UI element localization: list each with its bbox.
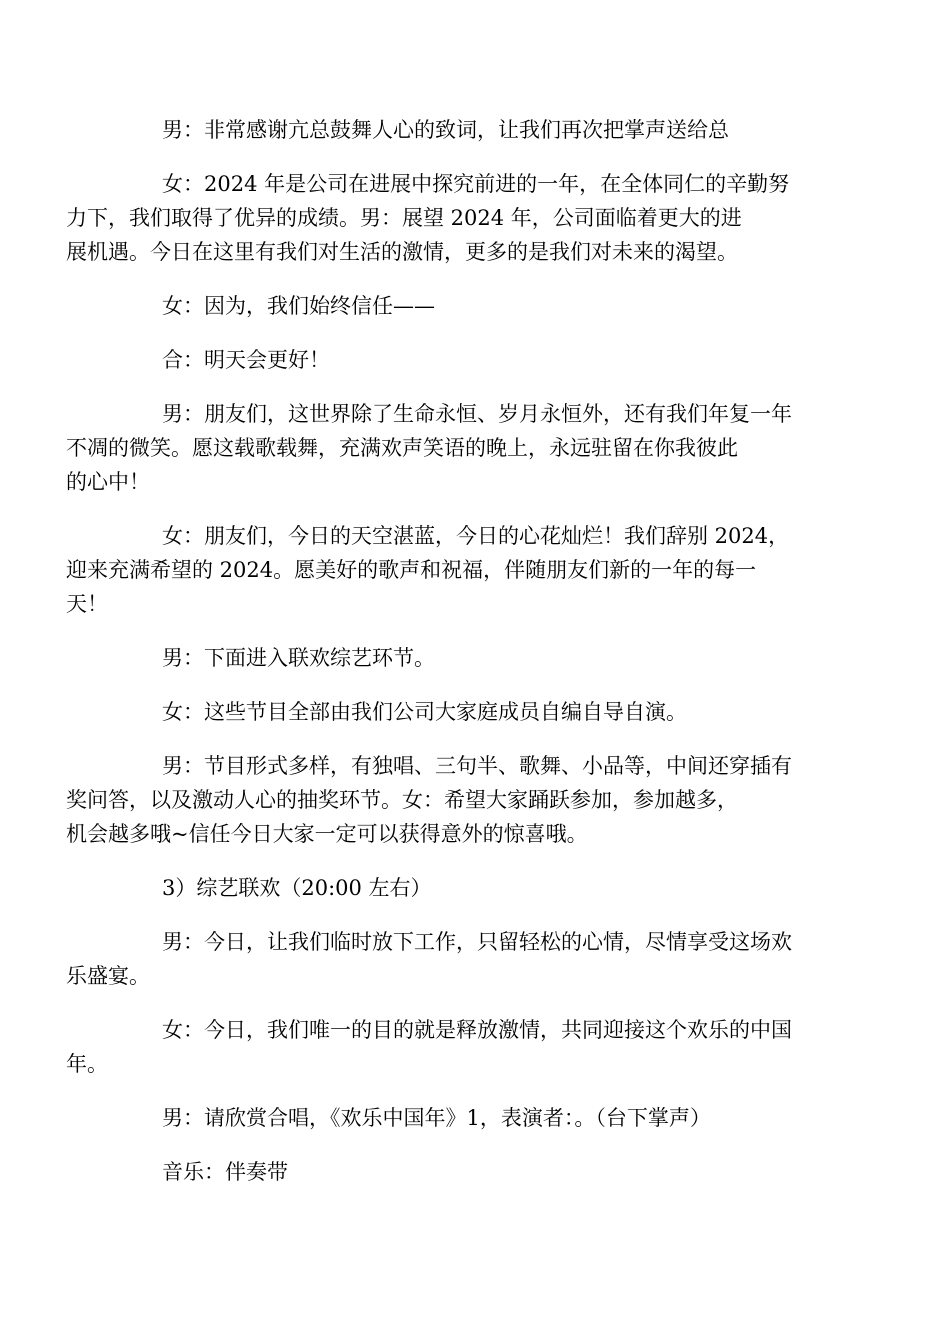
paragraph-line: 年。 xyxy=(66,1052,108,1076)
paragraph-line: 展机遇。今日在这里有我们对生活的激情，更多的是我们对未来的渴望。 xyxy=(66,240,738,264)
paragraph-14 xyxy=(114,1155,838,1189)
paragraph-8 xyxy=(114,695,838,729)
paragraph-line: 天！ xyxy=(66,592,108,616)
paragraph-1 xyxy=(114,113,838,147)
paragraph-line: 男：朋友们，这世界除了生命永恒、岁月永恒外，还有我们年复一年 xyxy=(162,402,792,426)
paragraph-12 xyxy=(66,1013,838,1081)
paragraph-10 xyxy=(114,871,838,905)
paragraph-line: 男：请欣赏合唱，《欢乐中国年》1，表演者：。（台下掌声） xyxy=(162,1106,711,1130)
paragraph-line: 合：明天会更好！ xyxy=(162,348,330,372)
paragraph-line: 奖问答，以及激动人心的抽奖环节。女：希望大家踊跃参加，参加越多， xyxy=(66,788,738,812)
paragraph-line: 3）综艺联欢（20:00 左右） xyxy=(162,876,432,900)
paragraph-6 xyxy=(66,519,838,621)
paragraph-line: 女：这些节目全部由我们公司大家庭成员自编自导自演。 xyxy=(162,700,687,724)
paragraph-line: 男：节目形式多样，有独唱、三句半、歌舞、小品等，中间还穿插有 xyxy=(162,754,792,778)
paragraph-9 xyxy=(66,749,838,851)
paragraph-line: 女：今日，我们唯一的目的就是释放激情，共同迎接这个欢乐的中国 xyxy=(162,1018,792,1042)
paragraph-2 xyxy=(66,167,838,269)
paragraph-line: 男：今日，让我们临时放下工作，只留轻松的心情，尽情享受这场欢 xyxy=(162,930,792,954)
paragraph-line: 女：朋友们，今日的天空湛蓝，今日的心花灿烂！我们辞别 2024， xyxy=(162,524,790,548)
paragraph-line: 的心中！ xyxy=(66,470,150,494)
paragraph-11 xyxy=(66,925,838,993)
paragraph-line: 不凋的微笑。愿这载歌载舞，充满欢声笑语的晚上，永远驻留在你我彼此 xyxy=(66,436,738,460)
paragraph-5 xyxy=(66,397,838,499)
paragraph-7 xyxy=(114,641,838,675)
paragraph-line: 女：因为，我们始终信任—— xyxy=(162,294,435,318)
paragraph-3 xyxy=(114,289,838,323)
document-body xyxy=(66,113,838,1209)
paragraph-line: 男：下面进入联欢综艺环节。 xyxy=(162,646,435,670)
paragraph-line: 迎来充满希望的 2024。愿美好的歌声和祝福，伴随朋友们新的一年的每一 xyxy=(66,558,757,582)
paragraph-4 xyxy=(114,343,838,377)
paragraph-line: 男：非常感谢亢总鼓舞人心的致词，让我们再次把掌声送给总 xyxy=(162,118,729,142)
paragraph-13 xyxy=(114,1101,838,1135)
paragraph-line: 乐盛宴。 xyxy=(66,964,150,988)
paragraph-line: 机会越多哦~信任今日大家一定可以获得意外的惊喜哦。 xyxy=(66,822,588,846)
paragraph-line: 女：2024 年是公司在进展中探究前进的一年，在全体同仁的辛勤努 xyxy=(162,172,790,196)
paragraph-line: 力下，我们取得了优异的成绩。男：展望 2024 年，公司面临着更大的进 xyxy=(66,206,742,230)
paragraph-line: 音乐：伴奏带 xyxy=(162,1160,288,1184)
